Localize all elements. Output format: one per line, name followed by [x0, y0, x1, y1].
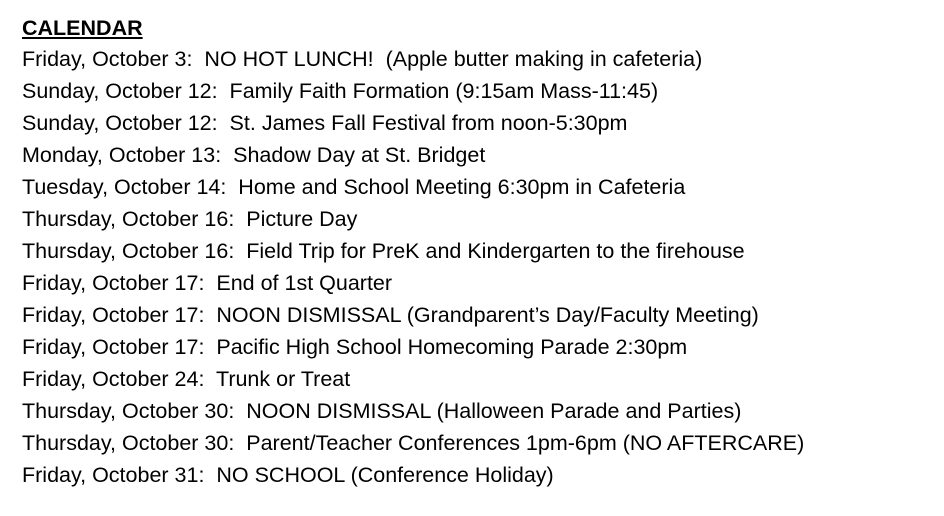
calendar-event: Monday, October 13: Shadow Day at St. Bridget	[22, 143, 486, 167]
calendar-event-list	[22, 43, 934, 491]
calendar-event: Sunday, October 12: Family Faith Formation (9:15am Mass-11:45)	[22, 79, 659, 103]
calendar-event: Friday, October 3: NO HOT LUNCH! (Apple butter making in cafeteria)	[22, 47, 703, 71]
calendar-event: Thursday, October 16: Field Trip for PreK and Kindergarten to the firehouse	[22, 239, 745, 263]
calendar-event: Friday, October 24: Trunk or Treat	[22, 367, 351, 391]
calendar-event: Thursday, October 30: NOON DISMISSAL (Halloween Parade and Parties)	[22, 399, 742, 423]
calendar-event: Friday, October 17: Pacific High School Homecoming Parade 2:30pm	[22, 335, 688, 359]
calendar-event: Friday, October 17: NOON DISMISSAL (Grandparent’s Day/Faculty Meeting)	[22, 303, 759, 327]
calendar-event: Tuesday, October 14: Home and School Meeting 6:30pm in Cafeteria	[22, 175, 686, 199]
calendar-event: Thursday, October 30: Parent/Teacher Conferences 1pm-6pm (NO AFTERCARE)	[22, 431, 805, 455]
calendar-event: Sunday, October 12: St. James Fall Festival from noon-5:30pm	[22, 111, 628, 135]
calendar-event: Thursday, October 16: Picture Day	[22, 207, 358, 231]
calendar-heading: CALENDAR	[22, 16, 143, 40]
calendar-event: Friday, October 31: NO SCHOOL (Conference Holiday)	[22, 463, 554, 487]
calendar-event: Friday, October 17: End of 1st Quarter	[22, 271, 393, 295]
calendar-document	[22, 13, 934, 491]
